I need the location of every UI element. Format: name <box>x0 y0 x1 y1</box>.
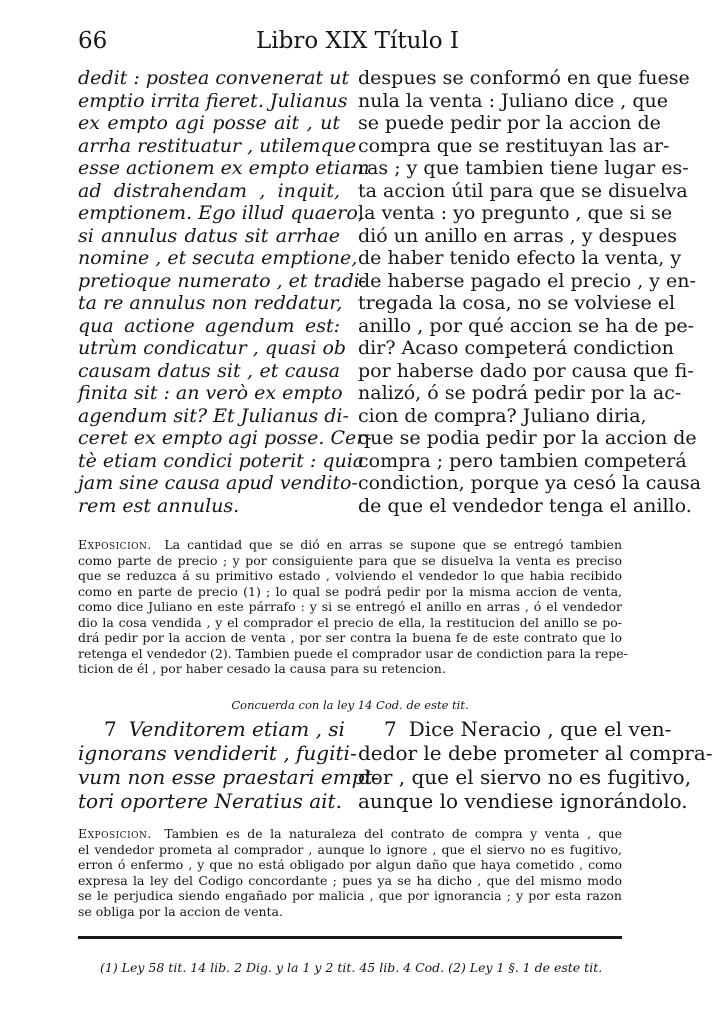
spanish-line-text: tregada la cosa, no se volviese el <box>358 292 676 314</box>
latin-line <box>78 269 367 293</box>
exposition-text: expresa la ley del Codigo concordante ; pues ya se ha dicho , que del mismo modo <box>78 872 622 888</box>
spanish-line <box>358 134 670 158</box>
exposition-line <box>78 904 622 920</box>
spanish-line <box>358 292 676 315</box>
exposition-line <box>78 645 628 662</box>
spanish-line <box>358 314 695 338</box>
spanish-line-text: que se podia pedir por la accion de <box>358 427 697 449</box>
exposition-line <box>78 873 622 889</box>
spanish-line-text: despues se conformó en que fuese <box>358 67 690 89</box>
spanish-line-text: ta accion útil para que se disuelva <box>358 179 688 202</box>
latin-line <box>78 315 340 338</box>
exposition-text: se le perjudica siendo engañado por malicia , que por ignorancia ; y por esta razon <box>78 888 622 903</box>
spanish-line-text: condiction, porque ya cesó la causa <box>358 472 701 494</box>
latin-line <box>78 180 340 203</box>
spanish-line <box>358 741 713 765</box>
spanish-line-text: dor , que el siervo no es fugitivo, <box>358 765 692 789</box>
concordance-note: Concuerda con la ley 14 Cod. de este tit. <box>231 698 469 712</box>
spanish-line-text: dió un anillo en arras , y despues <box>358 224 678 247</box>
latin-line <box>78 472 358 495</box>
spanish-line <box>358 112 661 135</box>
page-header <box>78 28 620 60</box>
spanish-line-text: dir? Acaso competerá condiction <box>358 337 674 359</box>
spanish-line-text: cion de compra? Juliano diria, <box>358 404 647 427</box>
latin-line-text: vum non esse praestari empt- <box>78 765 380 789</box>
latin-line-text: emptionem. Ego illud quaero, <box>78 202 364 224</box>
latin-line <box>78 360 340 383</box>
latin-line-text: tori oportere Neratius ait. <box>78 789 342 813</box>
spanish-line <box>358 157 689 180</box>
latin-line-text: rem est annulus. <box>78 494 240 517</box>
latin-line <box>78 404 349 428</box>
spanish-line-text: nula la venta : Juliano dice , que <box>358 89 668 112</box>
exposition-text: ticion de él , por haber cesado la causa para su retencion. <box>78 661 446 676</box>
running-head: Libro XIX Título I <box>256 28 460 54</box>
latin-line <box>78 247 358 270</box>
spanish-line-text: Dice Neracio , que el ven- <box>408 717 672 741</box>
spanish-line <box>358 382 682 405</box>
exposition-line <box>78 599 622 615</box>
exposition-text: como parte de precio ; y por consiguiente para que se disuelva la venta es preciso <box>78 552 622 568</box>
exposition-line <box>78 537 622 553</box>
exposition-line <box>78 842 622 858</box>
spanish-line <box>358 789 688 813</box>
latin-line <box>78 89 348 113</box>
exposition-line <box>78 584 622 600</box>
spanish-line-text: compra que se restituyan las ar- <box>358 134 670 157</box>
latin-line-text: utrùm condicatur , quasi ob <box>78 337 347 359</box>
exposition-line <box>78 568 622 584</box>
latin-line-text: causam datus sit , et causa <box>78 359 340 382</box>
spanish-line <box>358 202 673 225</box>
latin-line <box>78 112 340 135</box>
spanish-line <box>358 449 687 473</box>
latin-line <box>78 717 345 741</box>
latin-line-text: ignorans vendiderit , fugiti- <box>78 741 357 765</box>
latin-line <box>78 67 350 90</box>
latin-text-section-7 <box>78 717 380 813</box>
exposition-text: retenga el vendedor (2). Tambien puede el comprador usar de condiction para la repe- <box>78 645 628 661</box>
spanish-line <box>358 224 678 248</box>
exposition-text: Tambien es de la naturaleza del contrato de compra y venta , que <box>164 826 622 841</box>
latin-line-text: Venditorem etiam , si <box>128 717 345 741</box>
spanish-line <box>358 765 692 789</box>
exposition-section-6 <box>78 537 628 677</box>
exposition-text: dio la cosa vendida , y el comprador el precio de ella, la restitucion del anillo se po- <box>78 614 622 630</box>
exposition-text: se obliga por la accion de venta. <box>78 903 283 919</box>
exposition-heading: Exposicion. <box>78 826 152 841</box>
spanish-line-text: ras ; y que tambien tiene lugar es- <box>358 157 689 179</box>
exposition-text: como en parte de precio (1) ; lo qual se podrá pedir por la misma accion de venta, <box>78 583 622 599</box>
spanish-line-text: de haberse pagado el precio , y en- <box>358 269 696 292</box>
spanish-line-text: la venta : yo pregunto , que si se <box>358 202 673 224</box>
latin-line <box>78 337 347 360</box>
spanish-line-text: de haber tenido efecto la venta, y <box>358 247 682 269</box>
spanish-line <box>358 404 647 428</box>
exposition-line <box>78 826 622 842</box>
spanish-line <box>358 427 697 450</box>
exposition-text: que se reduzca á su primitivo estado , volviendo el vendedor lo que habia recibido <box>78 568 622 583</box>
latin-line <box>78 382 343 405</box>
latin-line <box>78 225 340 248</box>
exposition-line <box>78 615 622 631</box>
spanish-translation-section-7 <box>358 717 713 813</box>
latin-line-text: nomine , et secuta emptione, <box>78 247 358 269</box>
spanish-line <box>358 89 668 113</box>
latin-line-text: finita sit : an verò ex empto <box>78 382 343 404</box>
spanish-line-text: dedor le debe prometer al compra- <box>358 741 713 765</box>
spanish-line-text: por haberse dado por causa que fi- <box>358 359 694 382</box>
exposition-line <box>78 630 622 646</box>
exposition-text: erron ó enfermo , y que no está obligado por algun daño que haya cometido , como <box>78 857 622 872</box>
latin-line <box>78 427 372 450</box>
footnote-divider <box>78 936 622 939</box>
latin-line-text: agendum sit? Et Julianus di- <box>78 404 349 427</box>
latin-line <box>78 134 357 158</box>
exposition-section-7 <box>78 826 622 919</box>
spanish-line <box>358 269 696 293</box>
latin-line <box>78 741 357 765</box>
latin-line <box>78 789 340 813</box>
latin-line <box>78 449 365 473</box>
exposition-text: La cantidad que se dió en arras se supone que se entregó tambien <box>164 537 622 552</box>
paragraph-number: 7 <box>384 717 397 741</box>
spanish-line <box>358 494 692 518</box>
exposition-line <box>78 857 622 873</box>
spanish-line <box>358 717 672 741</box>
latin-line-text: si annulus datus sit arrhae <box>78 224 340 247</box>
spanish-line-text: anillo , por qué accion se ha de pe- <box>358 314 695 337</box>
latin-line <box>78 765 380 789</box>
latin-line-text: tè etiam condici poterit : quia <box>78 449 365 472</box>
exposition-text: drá pedir por la accion de venta , por ser contra la buena fe de este contrato que lo <box>78 630 622 645</box>
spanish-line-text: compra ; pero tambien competerá <box>358 449 687 472</box>
latin-line-text: qua actione agendum est: <box>78 314 340 337</box>
latin-line-text: dedit : postea convenerat ut <box>78 67 350 89</box>
exposition-heading: Exposicion. <box>78 537 152 552</box>
latin-line-text: esse actionem ex empto etiam <box>78 157 370 179</box>
spanish-line-text: se puede pedir por la accion de <box>358 112 661 134</box>
exposition-line <box>78 553 622 569</box>
latin-line <box>78 157 370 180</box>
latin-line <box>78 202 364 225</box>
latin-line-text: ex empto agi posse ait , ut <box>78 112 340 134</box>
exposition-line <box>78 888 622 904</box>
exposition-text: el vendedor prometa al comprador , aunque lo ignore , que el siervo no es fugitivo, <box>78 841 622 857</box>
latin-line-text: ad distrahendam , inquit, <box>78 179 340 202</box>
spanish-line-text: nalizó, ó se podrá pedir por la ac- <box>358 382 682 404</box>
latin-line <box>78 292 343 315</box>
spanish-line <box>358 247 682 270</box>
spanish-line <box>358 472 701 495</box>
footnotes: (1) Ley 58 tit. 14 lib. 2 Dig. y la 1 y 2 tit. 45 lib. 4 Cod. (2) Ley 1 §. 1 de este tit. <box>100 960 603 975</box>
latin-line <box>78 495 340 518</box>
spanish-line <box>358 359 694 383</box>
spanish-translation-section-6 <box>358 67 701 517</box>
latin-text-section-6 <box>78 67 372 517</box>
spanish-line <box>358 337 674 360</box>
spanish-line-text: de que el vendedor tenga el anillo. <box>358 494 692 517</box>
spanish-line <box>358 179 688 203</box>
latin-line-text: emptio irrita fieret. Julianus <box>78 89 348 112</box>
latin-line-text: jam sine causa apud vendito- <box>78 472 358 494</box>
page-number: 66 <box>78 28 108 54</box>
latin-line-text: ceret ex empto agi posse. Cer- <box>78 427 372 449</box>
spanish-line <box>358 67 690 90</box>
latin-line-text: pretioque numerato , et tradi- <box>78 269 367 292</box>
spanish-line-text: aunque lo vendiese ignorándolo. <box>358 789 688 813</box>
exposition-text: como dice Juliano en este párrafo : y si se entregó el anillo en arras , ó el vendedor <box>78 599 622 614</box>
latin-line-text: ta re annulus non reddatur, <box>78 292 343 314</box>
latin-line-text: arrha restituatur , utilemque <box>78 134 357 157</box>
paragraph-number: 7 <box>104 717 117 741</box>
exposition-line <box>78 661 622 677</box>
